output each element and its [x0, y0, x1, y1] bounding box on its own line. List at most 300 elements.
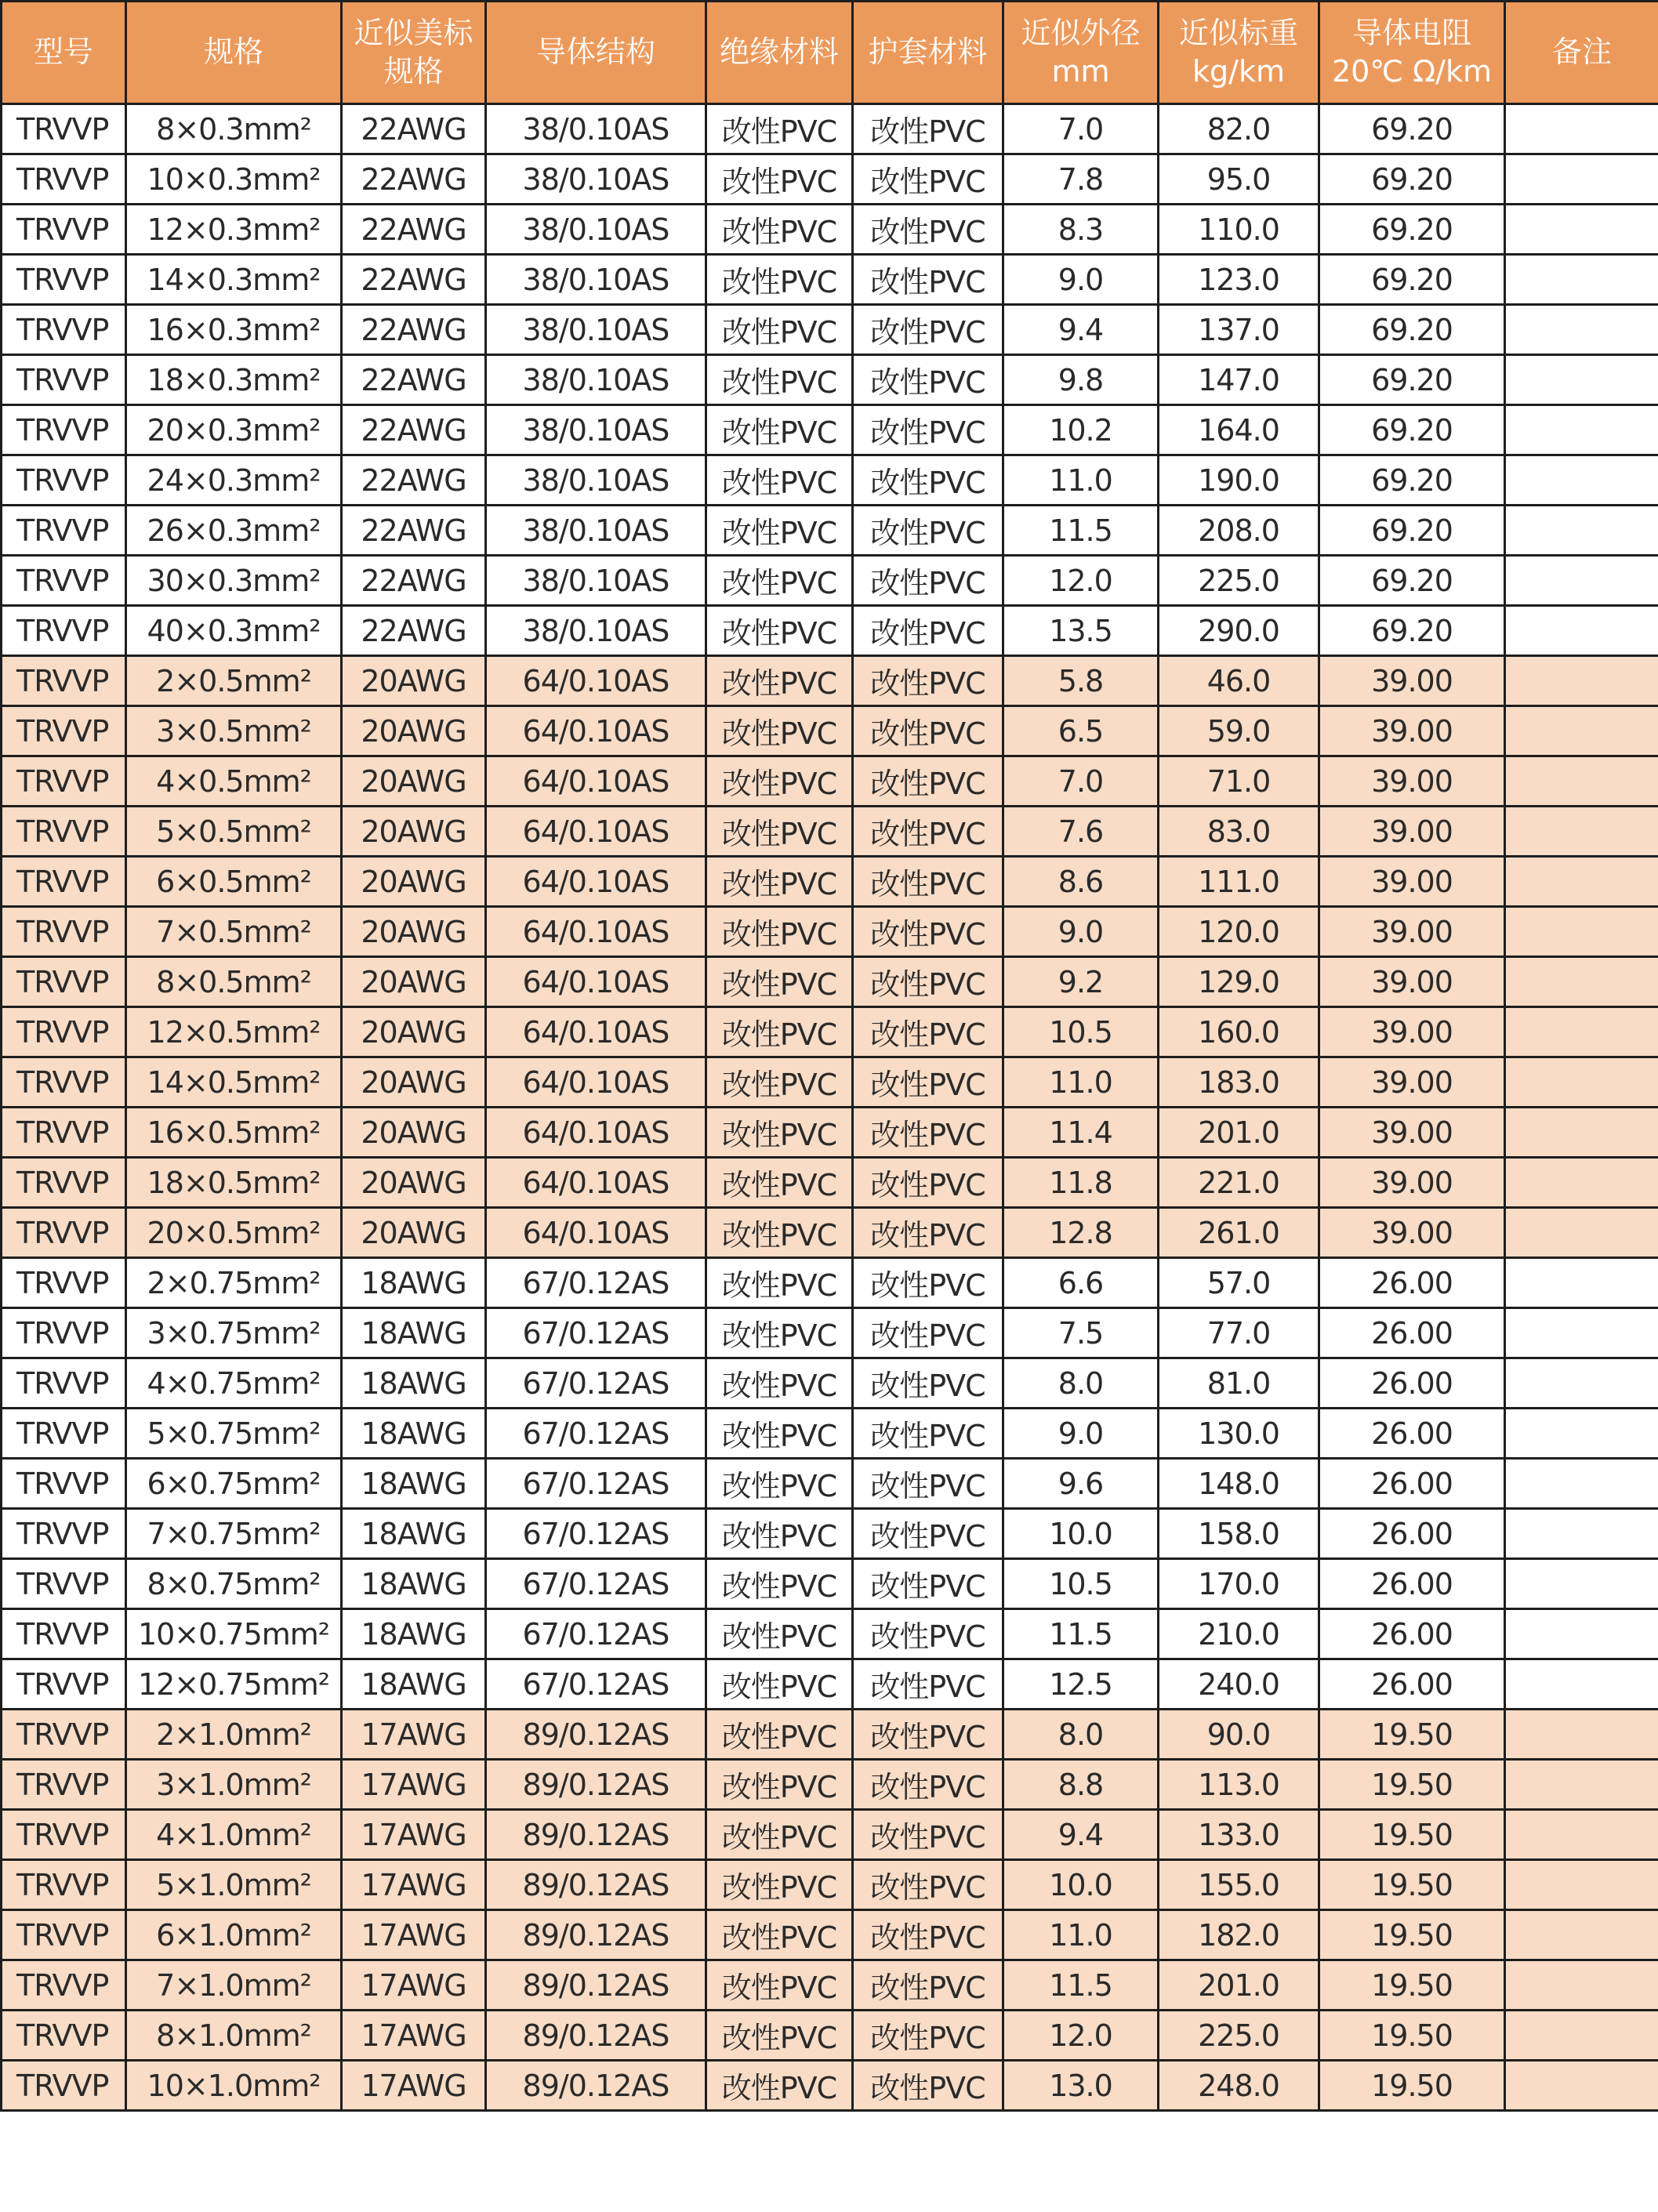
- cell-model: TRVVP: [2, 556, 126, 606]
- cell-sheath: 改性PVC: [853, 305, 1003, 355]
- cell-remark: [1505, 1459, 1658, 1509]
- cell-weight: 77.0: [1159, 1308, 1319, 1358]
- table-row: [2, 1710, 1658, 1760]
- column-header-line: mm: [1051, 54, 1110, 89]
- cell-resistance: 26.00: [1319, 1659, 1505, 1710]
- cell-outer-diameter: 7.5: [1003, 1308, 1159, 1358]
- cell-outer-diameter: 11.0: [1003, 1910, 1159, 1960]
- cell-outer-diameter: 12.0: [1003, 2011, 1159, 2061]
- cell-conductor: 64/0.10AS: [486, 656, 706, 706]
- cell-conductor: 38/0.10AS: [486, 255, 706, 305]
- cell-sheath: 改性PVC: [853, 255, 1003, 305]
- cell-resistance: 19.50: [1319, 1960, 1505, 2011]
- column-header-resistance: [1319, 2, 1505, 104]
- cell-weight: 225.0: [1159, 556, 1319, 606]
- cell-sheath: 改性PVC: [853, 556, 1003, 606]
- cell-remark: [1505, 405, 1658, 455]
- cell-conductor: 64/0.10AS: [486, 1158, 706, 1208]
- cell-weight: 183.0: [1159, 1057, 1319, 1108]
- cell-resistance: 39.00: [1319, 857, 1505, 907]
- cell-spec: 10×0.75mm²: [126, 1609, 342, 1659]
- cell-spec: 2×0.75mm²: [126, 1258, 342, 1308]
- table-row: [2, 205, 1658, 255]
- cell-weight: 83.0: [1159, 807, 1319, 857]
- cell-insulation: 改性PVC: [706, 154, 853, 205]
- cell-awg: 22AWG: [342, 205, 486, 255]
- cell-awg: 20AWG: [342, 1007, 486, 1057]
- table-row: [2, 1860, 1658, 1910]
- cell-conductor: 89/0.12AS: [486, 1860, 706, 1910]
- cell-weight: 261.0: [1159, 1208, 1319, 1258]
- cell-sheath: 改性PVC: [853, 1710, 1003, 1760]
- cell-sheath: 改性PVC: [853, 205, 1003, 255]
- cell-spec: 18×0.5mm²: [126, 1158, 342, 1208]
- cell-spec: 6×0.5mm²: [126, 857, 342, 907]
- table-row: [2, 1760, 1658, 1810]
- cell-weight: 210.0: [1159, 1609, 1319, 1659]
- cell-sheath: 改性PVC: [853, 706, 1003, 756]
- cell-awg: 17AWG: [342, 1960, 486, 2011]
- cell-sheath: 改性PVC: [853, 656, 1003, 706]
- cell-insulation: 改性PVC: [706, 255, 853, 305]
- table-row: [2, 1358, 1658, 1409]
- cell-spec: 5×0.75mm²: [126, 1409, 342, 1459]
- cell-weight: 71.0: [1159, 756, 1319, 807]
- cell-insulation: 改性PVC: [706, 1760, 853, 1810]
- table-row: [2, 154, 1658, 205]
- column-header-line: 近似标重: [1178, 15, 1298, 50]
- cell-weight: 160.0: [1159, 1007, 1319, 1057]
- table-row: [2, 305, 1658, 355]
- cell-sheath: 改性PVC: [853, 506, 1003, 556]
- cell-sheath: 改性PVC: [853, 2061, 1003, 2111]
- cell-sheath: 改性PVC: [853, 1910, 1003, 1960]
- cell-awg: 22AWG: [342, 305, 486, 355]
- table-row: [2, 1609, 1658, 1659]
- cell-model: TRVVP: [2, 455, 126, 506]
- cell-remark: [1505, 1409, 1658, 1459]
- table-row: [2, 355, 1658, 405]
- cell-sheath: 改性PVC: [853, 1057, 1003, 1108]
- table-row: [2, 1308, 1658, 1358]
- cell-model: TRVVP: [2, 857, 126, 907]
- cell-remark: [1505, 1659, 1658, 1710]
- cell-insulation: 改性PVC: [706, 1710, 853, 1760]
- cell-model: TRVVP: [2, 1710, 126, 1760]
- cell-awg: 22AWG: [342, 104, 486, 154]
- table-row: [2, 1459, 1658, 1509]
- table-row: [2, 957, 1658, 1007]
- cell-remark: [1505, 2061, 1658, 2111]
- cell-weight: 164.0: [1159, 405, 1319, 455]
- cell-outer-diameter: 12.5: [1003, 1659, 1159, 1710]
- cell-outer-diameter: 8.0: [1003, 1358, 1159, 1409]
- cell-awg: 17AWG: [342, 1810, 486, 1860]
- cell-conductor: 89/0.12AS: [486, 1910, 706, 1960]
- cell-spec: 16×0.3mm²: [126, 305, 342, 355]
- cell-sheath: 改性PVC: [853, 1760, 1003, 1810]
- cell-outer-diameter: 8.8: [1003, 1760, 1159, 1810]
- cell-remark: [1505, 1760, 1658, 1810]
- cell-remark: [1505, 756, 1658, 807]
- cell-resistance: 26.00: [1319, 1409, 1505, 1459]
- cell-spec: 18×0.3mm²: [126, 355, 342, 405]
- cell-outer-diameter: 12.0: [1003, 556, 1159, 606]
- cell-remark: [1505, 1860, 1658, 1910]
- cell-awg: 20AWG: [342, 1108, 486, 1158]
- cell-model: TRVVP: [2, 1760, 126, 1810]
- table-row: [2, 1509, 1658, 1559]
- cell-insulation: 改性PVC: [706, 1308, 853, 1358]
- cell-remark: [1505, 1308, 1658, 1358]
- cell-resistance: 19.50: [1319, 1810, 1505, 1860]
- cell-outer-diameter: 9.0: [1003, 1409, 1159, 1459]
- cell-conductor: 89/0.12AS: [486, 1810, 706, 1860]
- cell-insulation: 改性PVC: [706, 205, 853, 255]
- cell-sheath: 改性PVC: [853, 1409, 1003, 1459]
- cell-awg: 22AWG: [342, 556, 486, 606]
- cell-awg: 17AWG: [342, 1710, 486, 1760]
- cell-insulation: 改性PVC: [706, 1358, 853, 1409]
- cell-awg: 22AWG: [342, 355, 486, 405]
- cell-spec: 3×0.75mm²: [126, 1308, 342, 1358]
- cell-insulation: 改性PVC: [706, 104, 853, 154]
- cell-outer-diameter: 9.4: [1003, 305, 1159, 355]
- table-row: [2, 1559, 1658, 1609]
- cell-spec: 3×1.0mm²: [126, 1760, 342, 1810]
- cell-insulation: 改性PVC: [706, 305, 853, 355]
- cell-outer-diameter: 9.0: [1003, 907, 1159, 957]
- table-row: [2, 255, 1658, 305]
- cell-model: TRVVP: [2, 305, 126, 355]
- cell-awg: 20AWG: [342, 807, 486, 857]
- cell-insulation: 改性PVC: [706, 606, 853, 656]
- table-row: [2, 1810, 1658, 1860]
- column-header-line: 护套材料: [868, 34, 988, 70]
- cell-weight: 95.0: [1159, 154, 1319, 205]
- cell-remark: [1505, 1559, 1658, 1609]
- table-row: [2, 1659, 1658, 1710]
- column-header-weight: [1159, 2, 1319, 104]
- cell-outer-diameter: 11.8: [1003, 1158, 1159, 1208]
- cell-conductor: 38/0.10AS: [486, 556, 706, 606]
- cell-remark: [1505, 154, 1658, 205]
- cell-remark: [1505, 1910, 1658, 1960]
- cell-remark: [1505, 255, 1658, 305]
- cell-remark: [1505, 606, 1658, 656]
- cell-insulation: 改性PVC: [706, 2011, 853, 2061]
- cell-sheath: 改性PVC: [853, 1308, 1003, 1358]
- cell-awg: 18AWG: [342, 1659, 486, 1710]
- cell-conductor: 67/0.12AS: [486, 1258, 706, 1308]
- cell-outer-diameter: 7.0: [1003, 104, 1159, 154]
- cell-resistance: 39.00: [1319, 706, 1505, 756]
- cell-model: TRVVP: [2, 706, 126, 756]
- cell-sheath: 改性PVC: [853, 154, 1003, 205]
- cell-awg: 22AWG: [342, 606, 486, 656]
- cell-outer-diameter: 8.0: [1003, 1710, 1159, 1760]
- cell-spec: 14×0.3mm²: [126, 255, 342, 305]
- table-row: [2, 606, 1658, 656]
- cell-model: TRVVP: [2, 957, 126, 1007]
- cell-model: TRVVP: [2, 756, 126, 807]
- cell-conductor: 89/0.12AS: [486, 1710, 706, 1760]
- cell-awg: 20AWG: [342, 1158, 486, 1208]
- cell-awg: 18AWG: [342, 1358, 486, 1409]
- cell-conductor: 67/0.12AS: [486, 1609, 706, 1659]
- cell-weight: 290.0: [1159, 606, 1319, 656]
- cell-sheath: 改性PVC: [853, 1559, 1003, 1609]
- cell-conductor: 64/0.10AS: [486, 957, 706, 1007]
- cell-outer-diameter: 7.0: [1003, 756, 1159, 807]
- cell-model: TRVVP: [2, 1659, 126, 1710]
- cell-weight: 120.0: [1159, 907, 1319, 957]
- cell-outer-diameter: 11.5: [1003, 1609, 1159, 1659]
- cell-remark: [1505, 706, 1658, 756]
- cell-remark: [1505, 857, 1658, 907]
- cell-outer-diameter: 12.8: [1003, 1208, 1159, 1258]
- cell-sheath: 改性PVC: [853, 756, 1003, 807]
- cell-awg: 17AWG: [342, 1860, 486, 1910]
- cell-resistance: 69.20: [1319, 405, 1505, 455]
- cell-insulation: 改性PVC: [706, 706, 853, 756]
- cell-outer-diameter: 9.4: [1003, 1810, 1159, 1860]
- cell-conductor: 67/0.12AS: [486, 1358, 706, 1409]
- column-header-spec: [126, 2, 342, 104]
- cell-sheath: 改性PVC: [853, 455, 1003, 506]
- cell-weight: 190.0: [1159, 455, 1319, 506]
- cell-sheath: 改性PVC: [853, 405, 1003, 455]
- cell-insulation: 改性PVC: [706, 656, 853, 706]
- cell-weight: 221.0: [1159, 1158, 1319, 1208]
- cell-resistance: 39.00: [1319, 807, 1505, 857]
- cell-model: TRVVP: [2, 1860, 126, 1910]
- cell-resistance: 69.20: [1319, 205, 1505, 255]
- table-row: [2, 907, 1658, 957]
- cell-conductor: 64/0.10AS: [486, 1208, 706, 1258]
- column-header-line: 绝缘材料: [719, 34, 839, 70]
- cell-insulation: 改性PVC: [706, 1108, 853, 1158]
- cell-sheath: 改性PVC: [853, 1007, 1003, 1057]
- cell-remark: [1505, 957, 1658, 1007]
- cell-conductor: 38/0.10AS: [486, 606, 706, 656]
- cell-weight: 113.0: [1159, 1760, 1319, 1810]
- column-header-line: 规格: [203, 34, 263, 70]
- table-row: [2, 1108, 1658, 1158]
- cell-conductor: 64/0.10AS: [486, 1007, 706, 1057]
- cell-outer-diameter: 8.6: [1003, 857, 1159, 907]
- cell-outer-diameter: 11.0: [1003, 455, 1159, 506]
- cell-weight: 129.0: [1159, 957, 1319, 1007]
- cell-weight: 111.0: [1159, 857, 1319, 907]
- cell-awg: 20AWG: [342, 1057, 486, 1108]
- cell-insulation: 改性PVC: [706, 1459, 853, 1509]
- cell-spec: 4×1.0mm²: [126, 1810, 342, 1860]
- cell-sheath: 改性PVC: [853, 104, 1003, 154]
- cell-insulation: 改性PVC: [706, 1057, 853, 1108]
- cell-conductor: 38/0.10AS: [486, 355, 706, 405]
- cell-remark: [1505, 1158, 1658, 1208]
- cell-outer-diameter: 10.0: [1003, 1509, 1159, 1559]
- cell-remark: [1505, 907, 1658, 957]
- cell-conductor: 38/0.10AS: [486, 405, 706, 455]
- cell-outer-diameter: 11.5: [1003, 506, 1159, 556]
- cell-awg: 22AWG: [342, 154, 486, 205]
- cell-resistance: 39.00: [1319, 656, 1505, 706]
- cell-resistance: 39.00: [1319, 756, 1505, 807]
- cell-awg: 20AWG: [342, 1208, 486, 1258]
- cell-sheath: 改性PVC: [853, 2011, 1003, 2061]
- cell-model: TRVVP: [2, 405, 126, 455]
- cell-resistance: 69.20: [1319, 556, 1505, 606]
- cell-remark: [1505, 1960, 1658, 2011]
- column-header-conductor: [486, 2, 706, 104]
- cell-insulation: 改性PVC: [706, 907, 853, 957]
- cell-sheath: 改性PVC: [853, 1208, 1003, 1258]
- cell-weight: 182.0: [1159, 1910, 1319, 1960]
- cell-insulation: 改性PVC: [706, 2061, 853, 2111]
- cell-weight: 123.0: [1159, 255, 1319, 305]
- cell-resistance: 69.20: [1319, 154, 1505, 205]
- table-row: [2, 405, 1658, 455]
- cell-conductor: 64/0.10AS: [486, 756, 706, 807]
- column-header-line: 型号: [33, 34, 93, 70]
- cell-weight: 240.0: [1159, 1659, 1319, 1710]
- cell-spec: 30×0.3mm²: [126, 556, 342, 606]
- cell-conductor: 38/0.10AS: [486, 506, 706, 556]
- cell-spec: 20×0.5mm²: [126, 1208, 342, 1258]
- cell-conductor: 67/0.12AS: [486, 1459, 706, 1509]
- cell-outer-diameter: 10.2: [1003, 405, 1159, 455]
- cell-weight: 59.0: [1159, 706, 1319, 756]
- cell-conductor: 64/0.10AS: [486, 1108, 706, 1158]
- cell-model: TRVVP: [2, 907, 126, 957]
- cell-outer-diameter: 7.6: [1003, 807, 1159, 857]
- cell-model: TRVVP: [2, 1810, 126, 1860]
- cell-remark: [1505, 104, 1658, 154]
- cell-insulation: 改性PVC: [706, 1810, 853, 1860]
- cell-insulation: 改性PVC: [706, 1409, 853, 1459]
- cell-conductor: 64/0.10AS: [486, 857, 706, 907]
- cell-model: TRVVP: [2, 2011, 126, 2061]
- cell-sheath: 改性PVC: [853, 1108, 1003, 1158]
- cell-outer-diameter: 13.0: [1003, 2061, 1159, 2111]
- column-header-line: 近似外径: [1021, 15, 1141, 50]
- cell-awg: 18AWG: [342, 1509, 486, 1559]
- cell-model: TRVVP: [2, 1559, 126, 1609]
- cell-remark: [1505, 2011, 1658, 2061]
- cell-model: TRVVP: [2, 1158, 126, 1208]
- cell-resistance: 26.00: [1319, 1509, 1505, 1559]
- cell-conductor: 89/0.12AS: [486, 2061, 706, 2111]
- cell-resistance: 26.00: [1319, 1609, 1505, 1659]
- cell-spec: 5×0.5mm²: [126, 807, 342, 857]
- cell-model: TRVVP: [2, 1910, 126, 1960]
- column-header-insulation: [706, 2, 853, 104]
- cell-insulation: 改性PVC: [706, 355, 853, 405]
- cell-spec: 6×1.0mm²: [126, 1910, 342, 1960]
- cell-resistance: 39.00: [1319, 1007, 1505, 1057]
- cell-awg: 20AWG: [342, 706, 486, 756]
- cell-resistance: 39.00: [1319, 1158, 1505, 1208]
- cell-model: TRVVP: [2, 807, 126, 857]
- cell-spec: 12×0.5mm²: [126, 1007, 342, 1057]
- column-header-line: 备注: [1551, 34, 1612, 70]
- cell-outer-diameter: 7.8: [1003, 154, 1159, 205]
- cell-sheath: 改性PVC: [853, 1810, 1003, 1860]
- cell-spec: 7×1.0mm²: [126, 1960, 342, 2011]
- cell-weight: 248.0: [1159, 2061, 1319, 2111]
- cell-remark: [1505, 1108, 1658, 1158]
- cell-insulation: 改性PVC: [706, 1258, 853, 1308]
- cell-conductor: 89/0.12AS: [486, 1760, 706, 1810]
- cell-resistance: 39.00: [1319, 957, 1505, 1007]
- cell-outer-diameter: 13.5: [1003, 606, 1159, 656]
- cell-resistance: 69.20: [1319, 104, 1505, 154]
- cell-remark: [1505, 1057, 1658, 1108]
- cell-resistance: 69.20: [1319, 606, 1505, 656]
- cell-awg: 18AWG: [342, 1308, 486, 1358]
- cell-sheath: 改性PVC: [853, 1358, 1003, 1409]
- cell-conductor: 89/0.12AS: [486, 2011, 706, 2061]
- cell-model: TRVVP: [2, 1409, 126, 1459]
- table-row: [2, 2061, 1658, 2111]
- cell-spec: 14×0.5mm²: [126, 1057, 342, 1108]
- cell-remark: [1505, 205, 1658, 255]
- cell-spec: 16×0.5mm²: [126, 1108, 342, 1158]
- column-header-awg: [342, 2, 486, 104]
- cell-insulation: 改性PVC: [706, 957, 853, 1007]
- cell-insulation: 改性PVC: [706, 1007, 853, 1057]
- cell-awg: 17AWG: [342, 1760, 486, 1810]
- table-row: [2, 1158, 1658, 1208]
- table-row: [2, 706, 1658, 756]
- cell-resistance: 69.20: [1319, 305, 1505, 355]
- table-row: [2, 857, 1658, 907]
- cell-weight: 170.0: [1159, 1559, 1319, 1609]
- cell-remark: [1505, 1609, 1658, 1659]
- cell-sheath: 改性PVC: [853, 957, 1003, 1007]
- cell-weight: 110.0: [1159, 205, 1319, 255]
- cell-resistance: 69.20: [1319, 355, 1505, 405]
- table-row: [2, 756, 1658, 807]
- cell-resistance: 19.50: [1319, 2061, 1505, 2111]
- cell-remark: [1505, 1710, 1658, 1760]
- cell-sheath: 改性PVC: [853, 1659, 1003, 1710]
- column-header-line: 规格: [383, 54, 444, 89]
- cell-spec: 10×0.3mm²: [126, 154, 342, 205]
- cell-resistance: 39.00: [1319, 1108, 1505, 1158]
- cell-model: TRVVP: [2, 255, 126, 305]
- cell-spec: 10×1.0mm²: [126, 2061, 342, 2111]
- table-row: [2, 1409, 1658, 1459]
- cell-weight: 201.0: [1159, 1108, 1319, 1158]
- cell-outer-diameter: 10.5: [1003, 1007, 1159, 1057]
- cell-model: TRVVP: [2, 1108, 126, 1158]
- cell-resistance: 26.00: [1319, 1559, 1505, 1609]
- cell-spec: 5×1.0mm²: [126, 1860, 342, 1910]
- cell-remark: [1505, 1509, 1658, 1559]
- cell-model: TRVVP: [2, 355, 126, 405]
- cell-weight: 130.0: [1159, 1409, 1319, 1459]
- cell-resistance: 39.00: [1319, 907, 1505, 957]
- cell-awg: 20AWG: [342, 957, 486, 1007]
- cell-spec: 26×0.3mm²: [126, 506, 342, 556]
- cell-resistance: 69.20: [1319, 255, 1505, 305]
- cell-remark: [1505, 506, 1658, 556]
- cell-insulation: 改性PVC: [706, 857, 853, 907]
- cell-insulation: 改性PVC: [706, 506, 853, 556]
